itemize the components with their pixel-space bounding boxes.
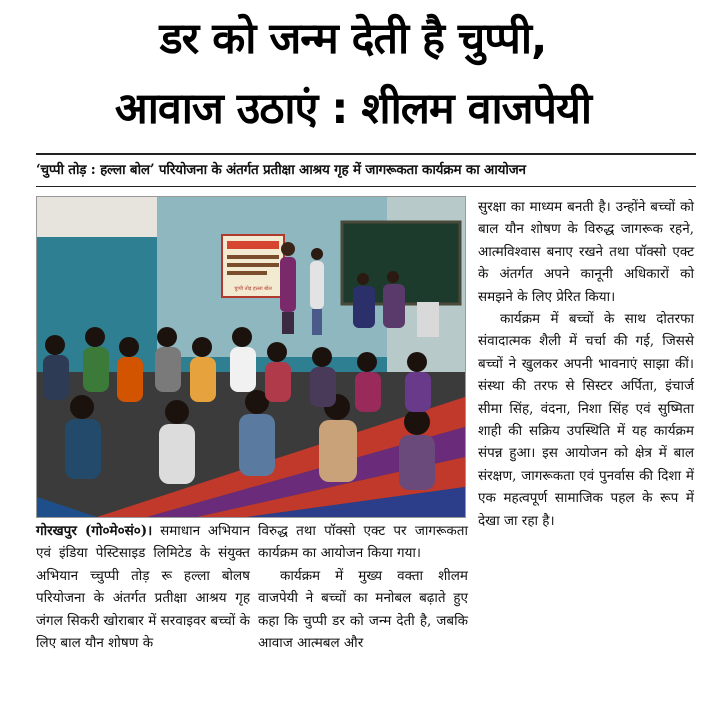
banner-text: चुप्पी तोड़ हल्ला बोल: [234, 286, 272, 292]
dateline: गोरखपुर (गो०मे०सं०)।: [36, 523, 153, 539]
event-photo: [36, 196, 466, 518]
headline-line-1: डर को जन्म देती है चुप्पी,: [159, 14, 547, 64]
col2-paragraph-1: विरुद्ध तथा पॉक्सो एक्ट पर जागरूकता कार्यक्रम का आयोजन किया गया।: [258, 523, 468, 562]
col1-text: समाधान अभियान एवं इंडिया पेस्टिसाइड लिमिटेड के संयुक्त अभियान च्चुप्पी तोड़ रू हल्ला बोलष परियोजना के अंतर्गत प्रतीक्षा आश्रय गृह जंगल सिकरी खोराबार में सरवाइवर बच्चों के लिए बाल यौन शोषण के: [36, 523, 250, 652]
article-column-1: [36, 520, 250, 654]
subheadline: ‘चुप्पी तोड़ : हल्ला बोल’ परियोजना के अंतर्गत प्रतीक्षा आश्रय गृह में जागरूकता कार्यक्रम का आयोजन: [36, 162, 526, 178]
article-column-3: [478, 196, 694, 532]
divider-top: [36, 153, 696, 155]
article-column-2: [258, 520, 468, 654]
divider-bottom: [36, 186, 696, 187]
col3-paragraph-1: सुरक्षा का माध्यम बनती है। उन्होंने बच्चों को बाल यौन शोषण के विरुद्ध जागरूक रहने, आत्मविश्वास बनाए रखने तथा पॉक्सो एक्ट के अंतर्गत अपने कानूनी अधिकारों को समझने के लिए प्रेरित किया।: [478, 199, 694, 305]
col2-paragraph-2: कार्यक्रम में मुख्य वक्ता शीलम वाजपेयी ने बच्चों का मनोबल बढ़ाते हुए कहा कि चुप्पी डर को जन्म देती है, जबकि आवाज आत्मबल और: [258, 567, 468, 652]
headline-line-2: आवाज उठाएं : शीलम वाजपेयी: [114, 84, 592, 134]
col3-paragraph-2: कार्यक्रम में बच्चों के साथ दोतरफा संवादात्मक शैली में चर्चा की गई, जिससे बच्चों ने खुलकर अपनी भावनाएं साझा कीं। संस्था की तरफ से सिस्टर अर्पिता, इंचार्ज सीमा सिंह, वंदना, निशा सिंह एवं सुष्मिता शाही की सक्रिय उपस्थिति में यह कार्यक्रम संपन्न हुआ। इस आयोजन को क्षेत्र में बाल संरक्षण, जागरूकता एवं पुनर्वास की दिशा में एक महत्वपूर्ण सामाजिक पहल के रूप में देखा जा रहा है।: [478, 311, 694, 529]
